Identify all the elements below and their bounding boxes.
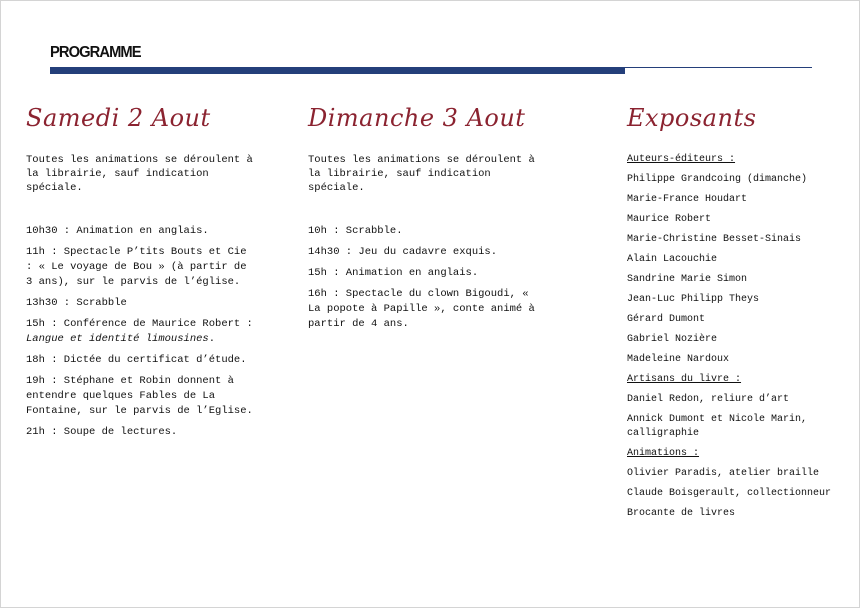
header-rule-thick [50, 67, 625, 74]
event-item [308, 224, 538, 239]
exposant-item: Maurice Robert [627, 214, 712, 225]
sunday-events [308, 224, 538, 332]
event-text: 15h : Animation en anglais. [308, 267, 479, 279]
exposant-item: Madeleine Nardoux [627, 354, 730, 365]
exposant-item: Alain Lacouchie [627, 254, 718, 265]
exposant-item: Philippe Grandcoing (dimanche) [627, 174, 808, 185]
exposants-column [627, 100, 857, 527]
saturday-column [26, 100, 256, 446]
exposants-title: Exposants [627, 104, 757, 132]
event-text: 18h : Dictée du certificat d’étude. [26, 354, 247, 366]
event-text: 19h : Stéphane et Robin donnent à entendre quelques Fables de La Fontaine, sur le parvis de l’Eglise. [26, 375, 253, 417]
page-title: PROGRAMME [50, 44, 141, 61]
event-item [26, 224, 256, 239]
event-item [26, 374, 256, 419]
exposant-item: Brocante de livres [627, 508, 736, 519]
event-text: 14h30 : Jeu du cadavre exquis. [308, 246, 498, 258]
exposant-item: Gérard Dumont [627, 314, 706, 325]
exposant-item: Olivier Paradis, atelier braille [627, 468, 820, 479]
exposant-item: Gabriel Nozière [627, 334, 718, 345]
saturday-title: Samedi 2 Aout [26, 104, 211, 132]
event-text: 15h : Conférence de Maurice Robert : [26, 318, 253, 330]
event-text: 10h30 : Animation en anglais. [26, 225, 209, 237]
sunday-column [308, 100, 538, 338]
exposant-item: Marie-Christine Besset-Sinais [627, 234, 802, 245]
event-text: 13h30 : Scrabble [26, 297, 127, 309]
event-item [26, 296, 256, 311]
event-item [26, 425, 256, 440]
event-emphasis: Langue et identité limousines [26, 333, 209, 345]
group-heading: Auteurs-éditeurs : [627, 154, 736, 165]
exposants-list [627, 153, 857, 521]
event-item [308, 287, 538, 332]
event-item [308, 266, 538, 281]
event-text: 21h : Soupe de lectures. [26, 426, 178, 438]
event-item [26, 317, 256, 347]
group-heading: Animations : [627, 448, 700, 459]
event-text: 10h : Scrabble. [308, 225, 403, 237]
event-text: 11h : Spectacle P’tits Bouts et Cie : « Le voyage de Bou » (à partir de 3 ans), sur le parvis de l’église. [26, 246, 247, 288]
header-rule-thin [625, 67, 812, 68]
sunday-title: Dimanche 3 Aout [308, 104, 526, 132]
sunday-intro: Toutes les animations se déroulent à la librairie, sauf indication spéciale. [308, 154, 535, 194]
exposant-item: Jean-Luc Philipp Theys [627, 294, 760, 305]
event-text: 16h : Spectacle du clown Bigoudi, « La popote à Papille », conte animé à partir de 4 ans. [308, 288, 535, 330]
saturday-intro: Toutes les animations se déroulent à la librairie, sauf indication spéciale. [26, 154, 253, 194]
event-item [26, 245, 256, 290]
group-heading: Artisans du livre : [627, 374, 742, 385]
exposant-item: Daniel Redon, reliure d’art [627, 394, 790, 405]
exposant-item: Marie-France Houdart [627, 194, 748, 205]
exposant-item: Annick Dumont et Nicole Marin, calligraphie [627, 414, 808, 439]
saturday-events [26, 224, 256, 440]
event-item [26, 353, 256, 368]
exposant-item: Sandrine Marie Simon [627, 274, 748, 285]
event-item [308, 245, 538, 260]
event-text-end: . [208, 333, 216, 345]
exposant-item: Claude Boisgerault, collectionneur [627, 488, 832, 499]
